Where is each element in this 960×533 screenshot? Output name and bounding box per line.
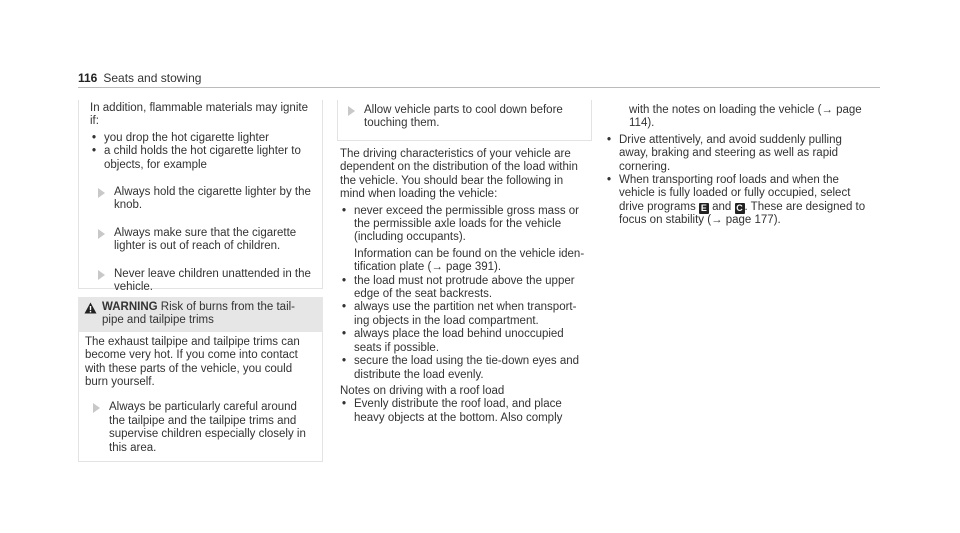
warning-text: Risk of burns from the tail-pipe and tailpipe trims xyxy=(102,301,296,327)
list-item: • Drive attentively, and avoid suddenly pulling away, braking and steering as well as rapid cornering. xyxy=(605,134,873,174)
column-2-body xyxy=(340,148,590,425)
notes-heading: Notes on driving with a roof load xyxy=(340,384,505,397)
list-item-text: never exceed the permissible gross mass or the permissible axle loads for the vehicle (including occupants). xyxy=(354,204,579,244)
bullet-list xyxy=(90,132,318,172)
bullet-list xyxy=(605,134,873,228)
instruction-step xyxy=(90,227,318,254)
list-item-text: When transporting roof loads and when the vehicle is fully loaded or fully occupied, select drive programs xyxy=(619,174,851,213)
intro-text: In addition, flammable materials may ignite if: xyxy=(90,102,308,128)
column-2 xyxy=(340,104,590,131)
sub-info: Information can be found on the vehicle iden-tification plate (→ page 391). xyxy=(354,247,585,274)
instruction-text: Always be particularly careful around the tailpipe and the tailpipe trims and supervise children especially closely in this area. xyxy=(109,401,306,454)
instruction-text: Always make sure that the cigarette lighter is out of reach of children. xyxy=(114,226,297,253)
warning-body xyxy=(78,332,323,462)
drive-program-e-icon: E xyxy=(700,202,707,213)
instruction-text: Never leave children unattended in the vehicle. xyxy=(114,267,311,294)
warning-icon xyxy=(84,302,97,318)
list-item xyxy=(340,205,590,275)
list-item: • always place the load behind unoccupied seats if possible. xyxy=(340,328,590,355)
list-item-text: . These are designed to focus on stability (→ page 177). xyxy=(619,200,866,227)
drive-program-c-icon: C xyxy=(736,202,743,213)
body-paragraph: The driving characteristics of your vehicle are dependent on the distribution of the load within the vehicle. You should bear the following in mind when loading the vehicle: xyxy=(340,148,578,201)
list-item: • you drop the hot cigarette lighter xyxy=(90,132,318,145)
bullet-list xyxy=(340,398,590,425)
list-item: • Evenly distribute the roof load, and place heavy objects at the bottom. Also comply xyxy=(340,398,590,425)
arrow-right-icon xyxy=(98,229,105,239)
list-item: • a child holds the hot cigarette lighter to objects, for example xyxy=(90,145,318,172)
column-1 xyxy=(90,102,318,294)
continued-text: with the notes on loading the vehicle (→ page 114). xyxy=(629,104,862,130)
page-header xyxy=(78,72,201,85)
warning-header xyxy=(78,297,323,332)
list-item: • the load must not protrude above the upper edge of the seat backrests. xyxy=(340,275,590,302)
warning-label: WARNING xyxy=(102,301,158,313)
instruction-step xyxy=(90,268,318,295)
instruction-text: Allow vehicle parts to cool down before touching them. xyxy=(364,104,563,130)
list-item: • always use the partition net when transport-ing objects in the load compartment. xyxy=(340,301,590,328)
header-divider xyxy=(78,87,880,88)
section-title: Seats and stowing xyxy=(103,71,202,85)
arrow-right-icon xyxy=(98,270,105,280)
column-3 xyxy=(605,104,873,228)
instruction-step xyxy=(340,104,590,131)
arrow-right-icon xyxy=(348,106,355,116)
list-item: • secure the load using the tie-down eyes and distribute the load evenly. xyxy=(340,355,590,382)
instruction-step xyxy=(90,186,318,213)
bullet-list xyxy=(340,205,590,382)
list-item xyxy=(605,174,873,228)
arrow-right-icon xyxy=(98,188,105,198)
page-number: 116 xyxy=(78,71,98,85)
conjunction: and xyxy=(712,200,732,213)
warning-box xyxy=(78,297,323,462)
arrow-right-icon xyxy=(93,403,100,413)
instruction-step xyxy=(85,401,316,455)
instruction-text: Always hold the cigarette lighter by the knob. xyxy=(114,186,311,212)
warning-body-text: The exhaust tailpipe and tailpipe trims can become very hot. If you come into contact with these parts of the vehicle, you could burn yourself. xyxy=(85,335,300,389)
